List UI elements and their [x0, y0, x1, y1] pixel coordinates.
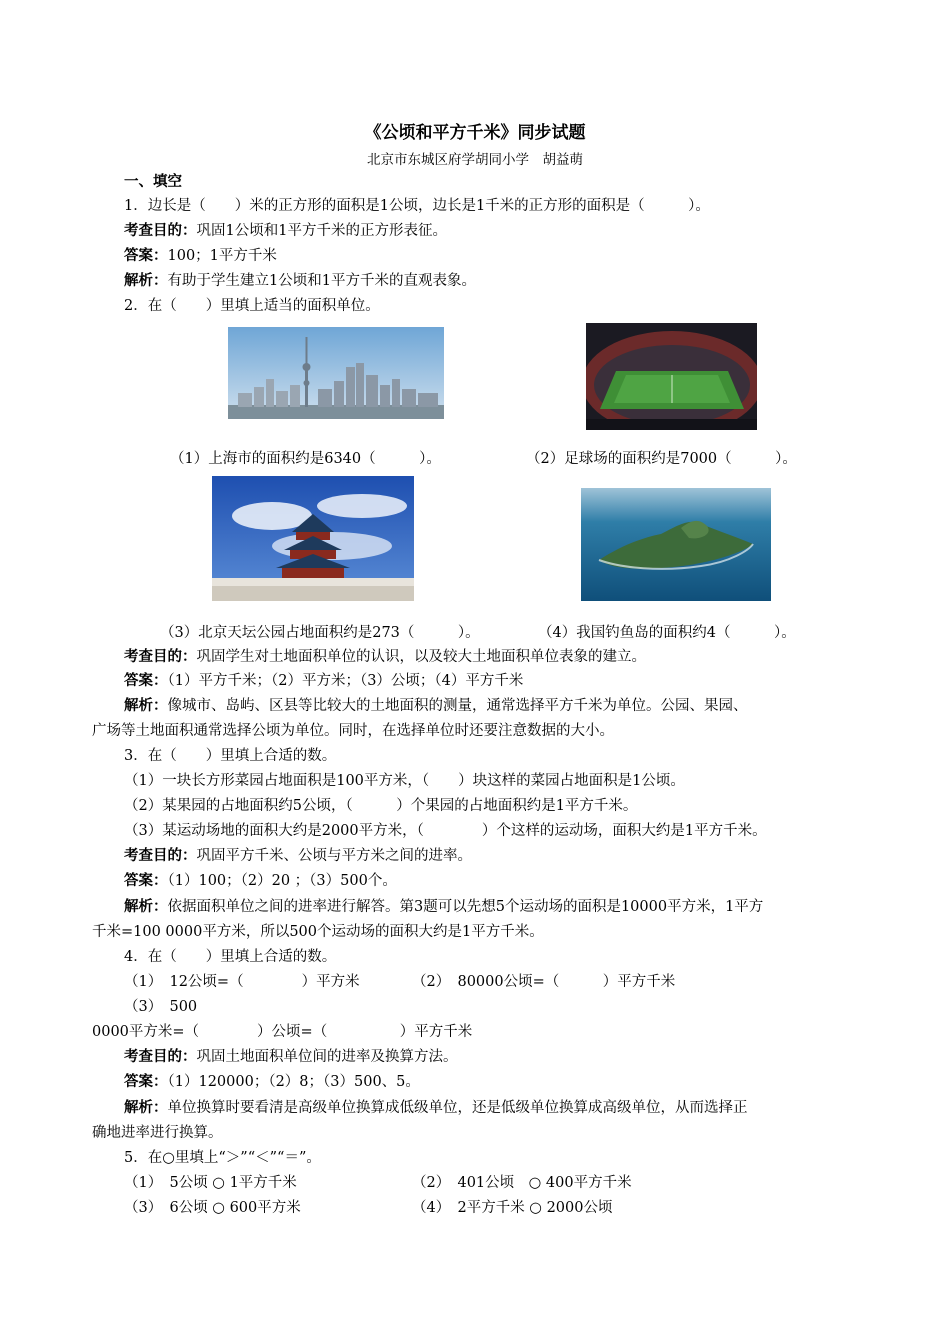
q4-answer: 答案：（1）120000；（2）8；（3）500、5。 — [124, 1073, 420, 1090]
q4-sub-3-cont: 0000平方米=（ ）公顷=（ ）平方千米 — [92, 1024, 473, 1040]
q2-caption-1: （1）上海市的面积约是6340（ ）。 — [170, 451, 441, 467]
shanghai-skyline-image — [228, 327, 444, 419]
q1-answer: 答案：100；1平方千米 — [124, 247, 277, 264]
q4-text: 4．在（ ）里填上合适的数。 — [124, 949, 337, 965]
q3-answer: 答案：（1）100；（2）20 ；（3）500个。 — [124, 872, 397, 889]
q2-explanation-cont: 广场等土地面积通常选择公顷为单位。同时，在选择单位时还要注意数据的大小。 — [92, 723, 614, 739]
q4-aim: 考查目的：巩固土地面积单位间的进率及换算方法。 — [124, 1048, 458, 1065]
q1-aim: 考查目的：巩固1公顷和1平方千米的正方形表征。 — [124, 222, 447, 239]
section-heading: 一、填空 — [124, 173, 182, 190]
q3-sub-3: （3）某运动场地的面积大约是2000平方米，（ ）个这样的运动场，面积大约是1平方千米。 — [124, 823, 767, 839]
q2-text: 2．在（ ）里填上适当的面积单位。 — [124, 298, 380, 314]
q2-caption-2: （2）足球场的面积约是7000（ ）。 — [526, 451, 797, 467]
q2-aim: 考查目的：巩固学生对土地面积单位的认识，以及较大土地面积单位表象的建立。 — [124, 648, 646, 665]
q3-aim: 考查目的：巩固平方千米、公顷与平方米之间的进率。 — [124, 847, 472, 864]
q4-explanation-cont: 确地进率进行换算。 — [92, 1125, 223, 1141]
q3-text: 3．在（ ）里填上合适的数。 — [124, 748, 337, 764]
q5-sub-2: （2） 401公顷 ○ 400平方千米 — [412, 1175, 632, 1191]
author-line: 北京市东城区府学胡同小学 胡益萌 — [367, 152, 583, 168]
page-title: 《公顷和平方千米》同步试题 — [364, 123, 586, 143]
q3-explanation: 解析：依据面积单位之间的进率进行解答。第3题可以先想5个运动场的面积是10000平方米，1平方 — [124, 898, 764, 915]
q4-explanation: 解析：单位换算时要看清是高级单位换算成低级单位，还是低级单位换算成高级单位，从而选择正 — [124, 1099, 748, 1116]
aim-label: 考查目的： — [124, 222, 197, 239]
temple-of-heaven-image — [212, 476, 414, 601]
q3-explanation-cont: 千米=100 0000平方米，所以500个运动场的面积大约是1平方千米。 — [92, 924, 544, 940]
q2-caption-3: （3）北京天坛公园占地面积约是273（ ）。 — [160, 625, 480, 641]
answer-label: 答案： — [124, 247, 168, 264]
q3-sub-1: （1）一块长方形菜园占地面积是100平方米，（ ）块这样的菜园占地面积是1公顷。 — [124, 773, 685, 789]
stadium-image — [586, 323, 757, 430]
q1-text: 1．边长是（ ）米的正方形的面积是1公顷，边长是1千米的正方形的面积是（ ）。 — [124, 198, 710, 214]
q4-sub-1: （1） 12公顷=（ ）平方米 — [124, 974, 360, 990]
q4-sub-3: （3） 500 — [124, 999, 198, 1015]
q5-sub-4: （4） 2平方千米 ○ 2000公顷 — [412, 1200, 613, 1216]
q2-explanation: 解析：像城市、岛屿、区县等比较大的土地面积的测量，通常选择平方千米为单位。公园、果园、 — [124, 697, 748, 714]
q3-sub-2: （2）某果园的占地面积约5公顷，（ ）个果园的占地面积约是1平方千米。 — [124, 798, 638, 814]
q5-sub-1: （1） 5公顷 ○ 1平方千米 — [124, 1175, 297, 1191]
explanation-label: 解析： — [124, 272, 168, 289]
q5-text: 5．在○里填上“＞”“＜”“＝”。 — [124, 1150, 321, 1166]
q2-caption-4: （4）我国钓鱼岛的面积约4（ ）。 — [538, 625, 796, 641]
q5-sub-3: （3） 6公顷 ○ 600平方米 — [124, 1200, 301, 1216]
q4-sub-2: （2） 80000公顷=（ ）平方千米 — [412, 974, 676, 990]
q2-answer: 答案：（1）平方千米；（2）平方米；（3）公顷；（4）平方千米 — [124, 672, 524, 689]
diaoyu-island-image — [581, 488, 771, 601]
q1-explanation: 解析：有助于学生建立1公顷和1平方千米的直观表象。 — [124, 272, 476, 289]
